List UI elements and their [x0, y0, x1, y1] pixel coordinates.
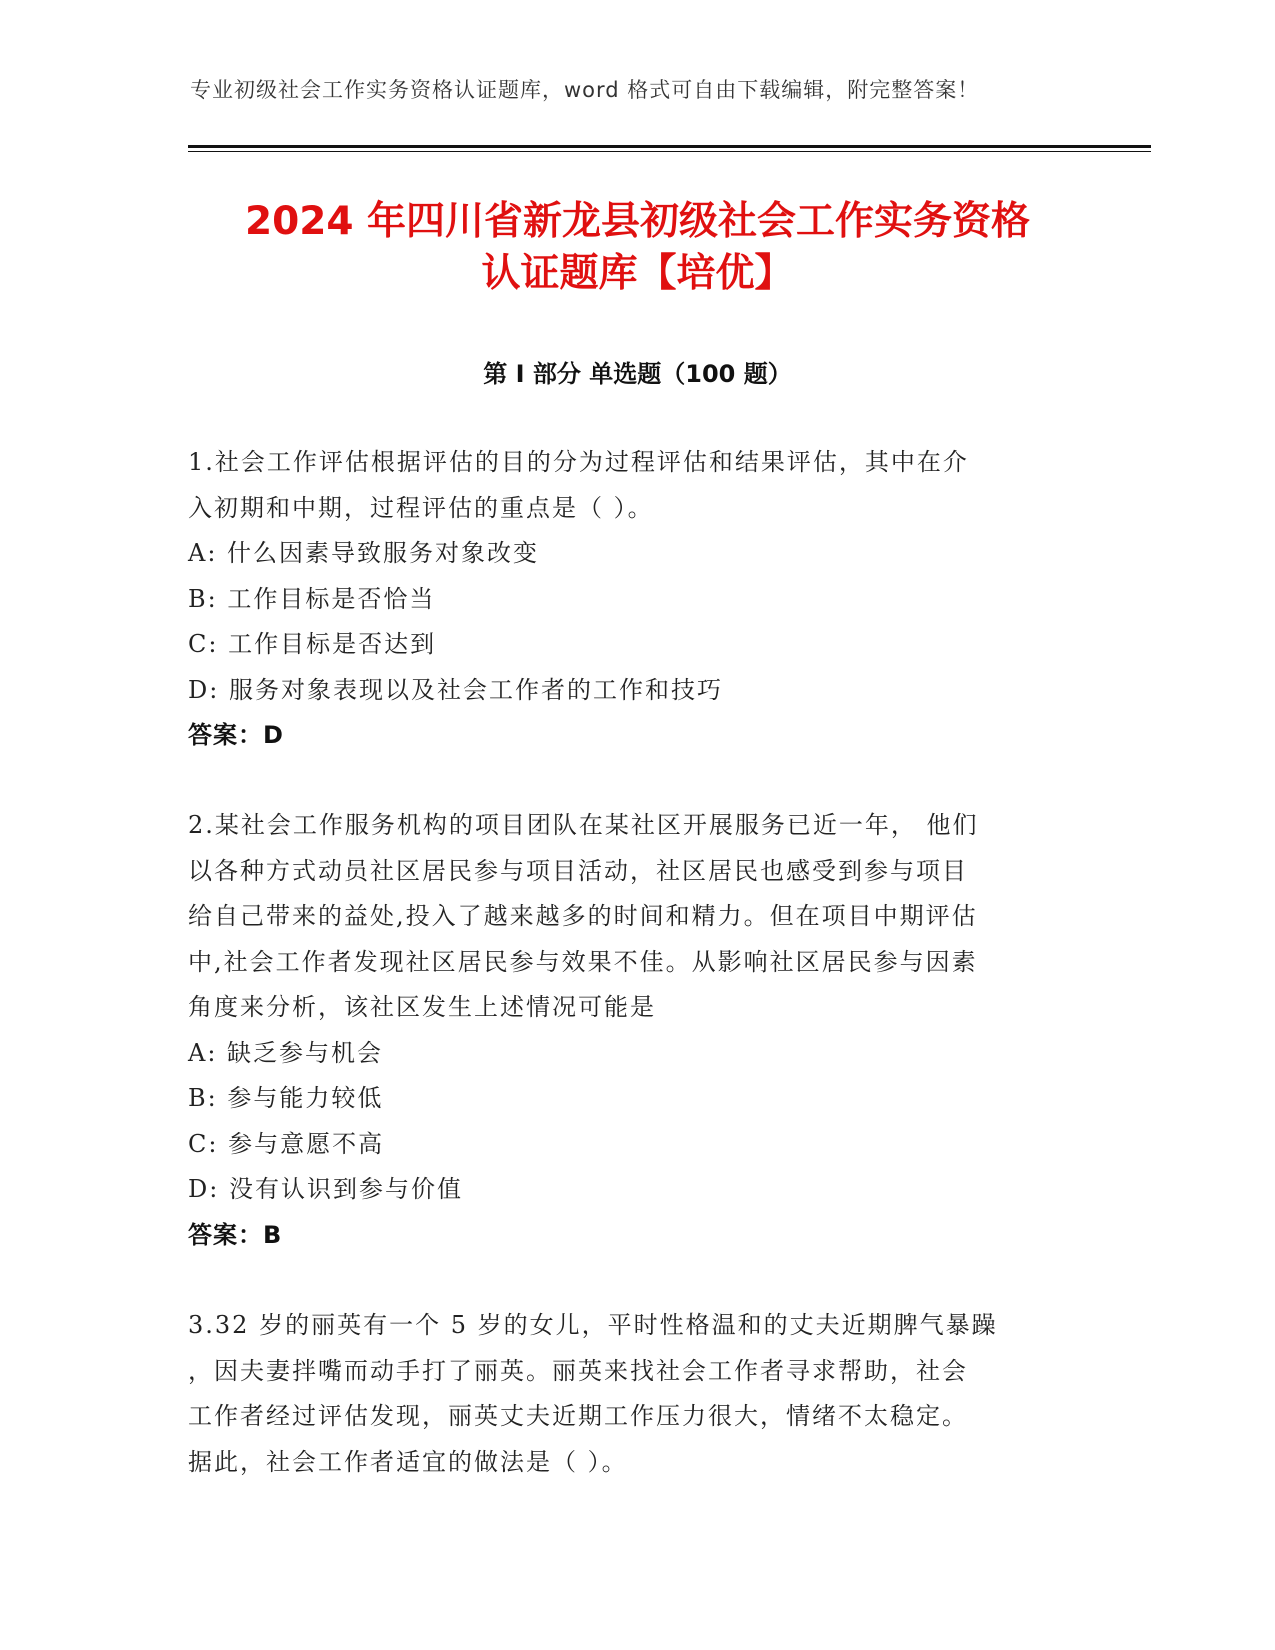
- option-a: A: 什么因素导致服务对象改变: [188, 539, 540, 567]
- title-line-1: 2024 年四川省新龙县初级社会工作实务资格: [244, 199, 1031, 244]
- header-note: 专业初级社会工作实务资格认证题库，word 格式可自由下载编辑，附完整答案！: [190, 78, 980, 102]
- option-c: C: 工作目标是否达到: [188, 630, 437, 658]
- option-b: B: 参与能力较低: [188, 1084, 384, 1112]
- question-text-line: 角度来分析，该社区发生上述情况可能是: [188, 993, 656, 1021]
- question-1: [188, 440, 1068, 759]
- title-line-2: 认证题库【培优】: [481, 251, 794, 296]
- page-title: [150, 196, 1125, 300]
- option-d: D: 服务对象表现以及社会工作者的工作和技巧: [188, 675, 723, 704]
- question-text-line: 据此，社会工作者适宜的做法是（ ）。: [188, 1447, 628, 1476]
- answer: 答案：D: [188, 721, 284, 749]
- question-text-line: 工作者经过评估发现，丽英丈夫近期工作压力很大，情绪不太稳定。: [188, 1402, 968, 1430]
- answer: 答案：B: [188, 1220, 283, 1249]
- question-text-line: 入初期和中期，过程评估的重点是（ ）。: [188, 493, 654, 522]
- option-d: D: 没有认识到参与价值: [188, 1175, 463, 1203]
- question-text-line: 中,社会工作者发现社区居民参与效果不佳。从影响社区居民参与因素: [188, 947, 978, 976]
- question-3: [188, 1303, 1068, 1485]
- option-b: B: 工作目标是否恰当: [188, 584, 436, 613]
- question-text-line: 3.32 岁的丽英有一个 5 岁的女儿，平时性格温和的丈夫近期脾气暴躁: [188, 1311, 998, 1339]
- option-c: C: 参与意愿不高: [188, 1129, 385, 1158]
- option-a: A: 缺乏参与机会: [188, 1038, 384, 1067]
- section-title: 第 I 部分 单选题（100 题）: [483, 360, 792, 388]
- question-text-line: 给自己带来的益处,投入了越来越多的时间和精力。但在项目中期评估: [188, 902, 978, 930]
- header-rule-thin: [188, 151, 1151, 152]
- header-rule-thick: [188, 145, 1151, 148]
- question-text-line: ，因夫妻拌嘴而动手打了丽英。丽英来找社会工作者寻求帮助，社会: [188, 1356, 968, 1385]
- question-text-line: 以各种方式动员社区居民参与项目活动，社区居民也感受到参与项目: [188, 856, 968, 885]
- question-text-line: 2.某社会工作服务机构的项目团队在某社区开展服务已近一年， 他们: [188, 811, 979, 839]
- question-2: [188, 803, 1068, 1258]
- question-text-line: 1.社会工作评估根据评估的目的分为过程评估和结果评估，其中在介: [188, 448, 969, 476]
